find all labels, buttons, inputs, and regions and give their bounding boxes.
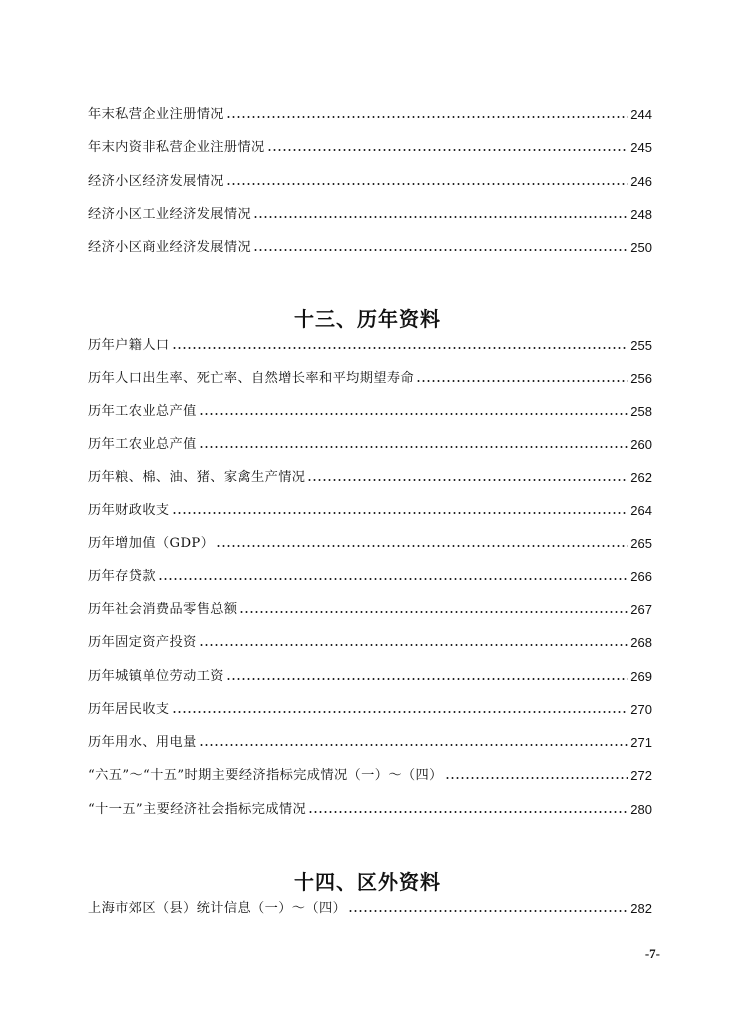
section-heading: 十三、历年资料 <box>294 307 441 331</box>
dot-leader <box>445 776 629 780</box>
toc-entry <box>88 732 652 754</box>
toc-entry-page: 269 <box>630 669 652 684</box>
toc-entry-title: 年末内资非私营企业注册情况 <box>88 140 265 155</box>
dot-leader <box>307 478 628 482</box>
toc-entry-title: “十一五”主要经济社会指标完成情况 <box>88 802 307 817</box>
dot-leader <box>199 643 629 647</box>
dot-leader <box>253 248 628 252</box>
toc-entry <box>88 632 652 654</box>
toc-entry-title: 上海市郊区（县）统计信息（一）～（四） <box>88 901 347 916</box>
dot-leader <box>308 810 628 814</box>
toc-entry <box>88 434 652 456</box>
toc-entry-page: 265 <box>630 536 652 551</box>
toc-entry <box>88 500 652 522</box>
dot-leader <box>199 412 629 416</box>
dot-leader <box>239 610 628 614</box>
toc-entry-page: 266 <box>630 569 652 584</box>
toc-entry <box>88 799 652 821</box>
toc-entry-page: 270 <box>630 702 652 717</box>
toc-entry-title: 历年居民收支 <box>88 702 170 717</box>
toc-entry-page: 255 <box>630 338 652 353</box>
toc-entry <box>88 765 652 787</box>
toc-entry-title: 历年城镇单位劳动工资 <box>88 669 224 684</box>
toc-entry-page: 250 <box>630 240 652 255</box>
dot-leader <box>172 511 629 515</box>
toc-entry-title: “六五”～“十五”时期主要经济指标完成情况（一）～（四） <box>88 768 443 783</box>
dot-leader <box>226 677 628 681</box>
toc-entry <box>88 204 652 226</box>
toc-entry-title: 历年用水、用电量 <box>88 735 197 750</box>
toc-entry <box>88 666 652 688</box>
toc-entry <box>88 533 652 555</box>
toc-entry-title: 年末私营企业注册情况 <box>88 107 224 122</box>
toc-entry-page: 272 <box>630 768 652 783</box>
dot-leader <box>226 115 628 119</box>
toc-entry-page: 271 <box>630 735 652 750</box>
toc-entry-page: 268 <box>630 635 652 650</box>
toc-entry-page: 258 <box>630 404 652 419</box>
dot-leader <box>226 182 628 186</box>
toc-entry-title: 经济小区经济发展情况 <box>88 174 224 189</box>
toc-entry-title: 历年财政收支 <box>88 503 170 518</box>
dot-leader <box>348 909 628 913</box>
toc-entry-title: 历年存贷款 <box>88 569 156 584</box>
toc-entry <box>88 335 652 357</box>
toc-entry <box>88 566 652 588</box>
toc-entry-title: 历年社会消费品零售总额 <box>88 602 238 617</box>
toc-entry-page: 267 <box>630 602 652 617</box>
dot-leader <box>199 445 629 449</box>
toc-entry-title: 历年增加值（GDP） <box>88 536 215 551</box>
dot-leader <box>416 379 628 383</box>
toc-entry-page: 246 <box>630 174 652 189</box>
section-heading: 十四、区外资料 <box>294 870 441 894</box>
toc-entry <box>88 237 652 259</box>
page-number: -7- <box>644 946 660 961</box>
toc-entry-page: 262 <box>630 470 652 485</box>
toc-entry-page: 280 <box>630 802 652 817</box>
toc-entry <box>88 699 652 721</box>
toc-entry-title: 经济小区工业经济发展情况 <box>88 207 252 222</box>
dot-leader <box>199 743 629 747</box>
toc-entry-page: 248 <box>630 207 652 222</box>
toc-entry <box>88 467 652 489</box>
toc-entry-title: 历年人口出生率、死亡率、自然增长率和平均期望寿命 <box>88 371 415 386</box>
toc-entry-title: 经济小区商业经济发展情况 <box>88 240 252 255</box>
dot-leader <box>216 544 628 548</box>
dot-leader <box>172 710 629 714</box>
toc-entry-page: 260 <box>630 437 652 452</box>
toc-entry <box>88 171 652 193</box>
toc-entry-page: 264 <box>630 503 652 518</box>
toc-entry-title: 历年工农业总产值 <box>88 404 197 419</box>
dot-leader <box>267 148 629 152</box>
toc-entry-page: 244 <box>630 107 652 122</box>
dot-leader <box>253 215 628 219</box>
toc-entry <box>88 401 652 423</box>
toc-entry-page: 245 <box>630 140 652 155</box>
toc-entry <box>88 368 652 390</box>
toc-entry <box>88 599 652 621</box>
toc-entry-page: 282 <box>630 901 652 916</box>
dot-leader <box>158 577 628 581</box>
toc-entry <box>88 898 652 920</box>
toc-entry-title: 历年固定资产投资 <box>88 635 197 650</box>
toc-entry <box>88 104 652 126</box>
toc-entry-title: 历年粮、棉、油、猪、家禽生产情况 <box>88 470 306 485</box>
dot-leader <box>172 346 629 350</box>
toc-entry-page: 256 <box>630 371 652 386</box>
toc-entry <box>88 137 652 159</box>
toc-entry-title: 历年工农业总产值 <box>88 437 197 452</box>
toc-entry-title: 历年户籍人口 <box>88 338 170 353</box>
